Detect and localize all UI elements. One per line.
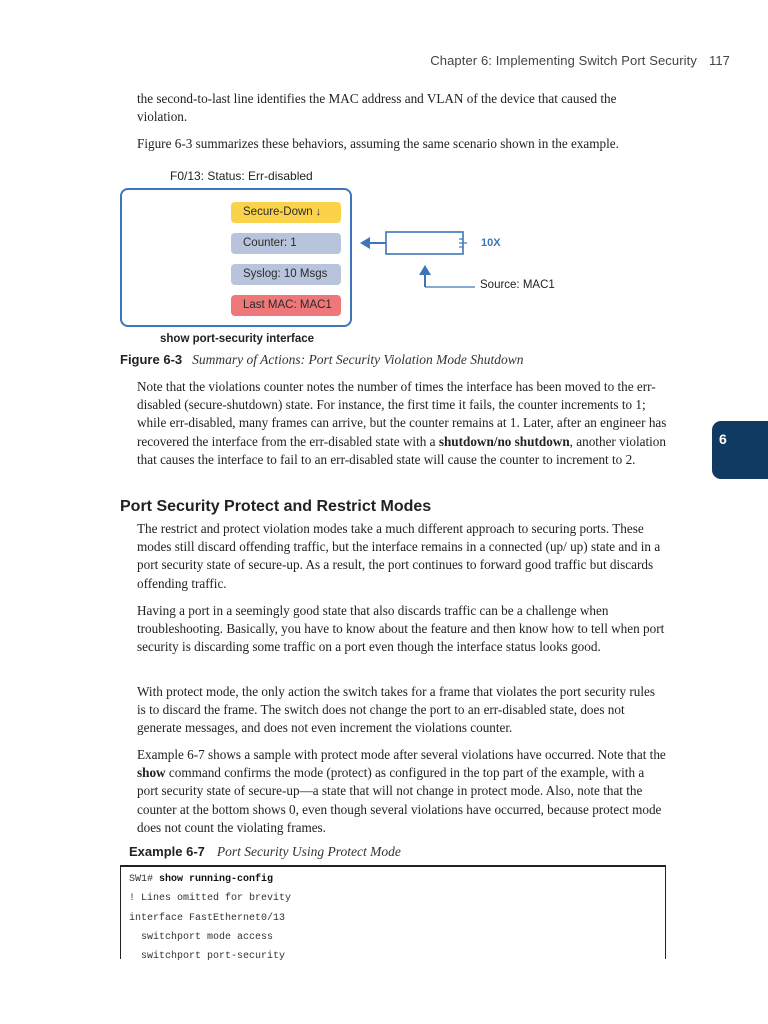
last-mac-pill: Last MAC: MAC1 xyxy=(231,295,341,316)
code-listing xyxy=(129,870,291,966)
down-arrow-icon: ↓ xyxy=(315,206,322,218)
frame-count-label: 10X xyxy=(481,237,501,249)
paragraph-2: Figure 6-3 summarizes these behaviors, assuming the same scenario shown in the example. xyxy=(137,136,619,151)
secure-down-pill: Secure-Down ↓ xyxy=(231,202,341,223)
figure-status-label: F0/13: Status: Err-disabled xyxy=(170,169,313,183)
counter-pill: Counter: 1 xyxy=(231,233,341,254)
paragraph-3: Note that the violations counter notes the number of times the interface has been moved to the err-disabled (secure-shutdown) state. For instance, the first time it fails, the counter increments to 1; while err-disabled, many frames can arrive, but the counter remains at 1. Later, after an engineer has recovered the interface from the err-disabled state with a shutdown/no shutdown, another violation that causes the interface to fail to an err-disabled state will cause the counter to increment to 2. xyxy=(137,379,667,467)
figure-command-label: show port-security interface xyxy=(160,333,315,345)
page-number: 117 xyxy=(708,53,730,68)
code-line: switchport port-security xyxy=(129,951,286,963)
syslog-pill: Syslog: 10 Msgs xyxy=(231,264,341,285)
figure-number: Figure 6-3 xyxy=(120,352,183,367)
code-line: interface FastEthernet0/13 xyxy=(129,912,286,924)
code-line: ! Lines omitted for brevity xyxy=(129,893,292,905)
figure-caption xyxy=(120,352,523,368)
code-line: switchport mode access xyxy=(129,931,274,943)
up-arrow-icon xyxy=(419,265,475,287)
paragraph-5: Having a port in a seemingly good state that also discards traffic can be a challenge when troubleshooting. Basically, you have to know about the feature and then know how to tell when port security is discarding some traffic on a port even though the interface status looks good. xyxy=(137,603,665,655)
code-line: SW1# show running-config xyxy=(129,874,274,885)
running-header xyxy=(430,53,730,68)
chapter-title: Chapter 6: Implementing Switch Port Security xyxy=(430,53,697,68)
chapter-tab: 6 xyxy=(712,421,768,479)
example-number: Example 6-7 xyxy=(129,844,205,859)
frame-stack-icon xyxy=(386,232,467,254)
paragraph-6: With protect mode, the only action the switch takes for a frame that violates the port security rules is to discard the frame. The switch does not change the port to an err-disabled state, does not generate messages, and does not even increment the violations counter. xyxy=(137,684,656,736)
frame-flow-diagram xyxy=(352,225,482,295)
section-heading: Port Security Protect and Restrict Modes xyxy=(120,498,432,515)
paragraph-1: the second-to-last line identifies the MAC address and VLAN of the device that caused the violation. xyxy=(137,91,617,125)
paragraph-4: The restrict and protect violation modes take a much different approach to securing ports. These modes still discard offending traffic, but the interface remains in a connected (up/ up) state and in a port security state of secure-up. As a result, the port continues to forward good traffic but discards offending traffic. xyxy=(137,521,661,591)
source-label: Source: MAC1 xyxy=(480,279,555,291)
example-caption xyxy=(129,844,401,860)
example-title: Port Security Using Protect Mode xyxy=(216,844,401,859)
figure-title: Summary of Actions: Port Security Violation Mode Shutdown xyxy=(192,352,524,367)
left-arrow-icon xyxy=(360,237,386,249)
paragraph-7: Example 6-7 shows a sample with protect mode after several violations have occurred. Note that the show command confirms the mode (protect) as configured in the top part of the example, with a port security state of secure-up—a state that will not change in protect mode. Also, note that the counter at the bottom shows 0, even though several violations have occurred, because protect mode does not count the violating frames. xyxy=(137,747,666,835)
